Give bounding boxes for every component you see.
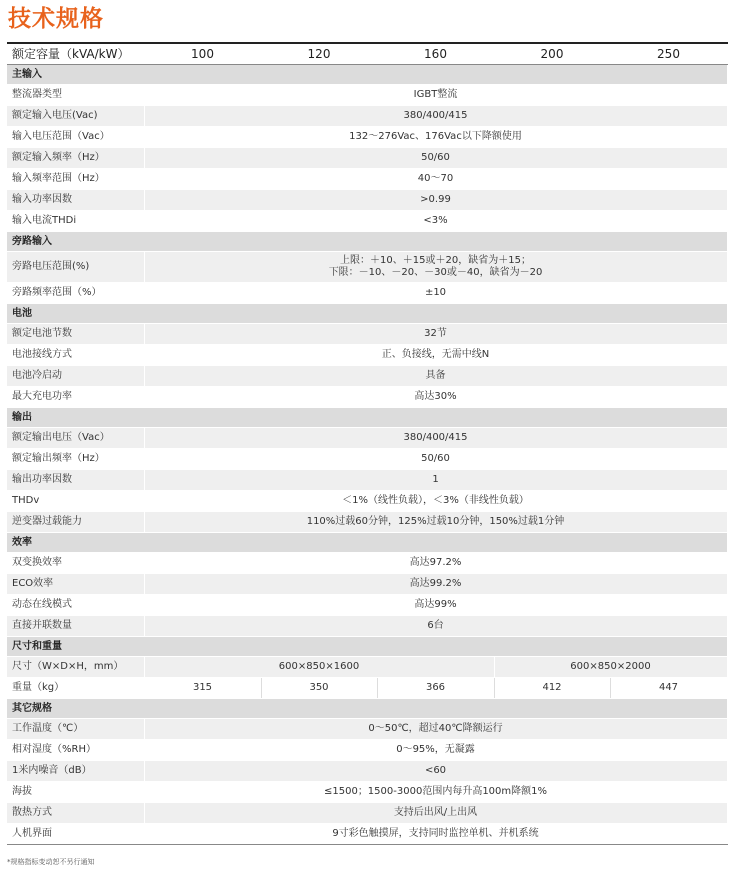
row-label: 1米内噪音（dB） bbox=[7, 761, 144, 782]
table-row bbox=[7, 595, 727, 616]
row-value: >0.99 bbox=[144, 190, 727, 211]
row-label: 重量（kg） bbox=[7, 678, 144, 699]
row-label: 旁路频率范围（%） bbox=[7, 283, 144, 304]
row-label: 输入电流THDi bbox=[7, 211, 144, 232]
row-label: 额定输出电压（Vac） bbox=[7, 428, 144, 449]
capacity-100: 100 bbox=[144, 43, 261, 65]
row-value: 1 bbox=[144, 470, 727, 491]
table-row bbox=[7, 106, 727, 127]
capacity-250: 250 bbox=[610, 43, 727, 65]
row-label: 输入功率因数 bbox=[7, 190, 144, 211]
table-row bbox=[7, 252, 727, 283]
row-value: 40～70 bbox=[144, 169, 727, 190]
row-value: <60 bbox=[144, 761, 727, 782]
table-row bbox=[7, 761, 727, 782]
row-value: ≤1500；1500-3000范围内每升高100m降额1% bbox=[144, 782, 727, 803]
row-label: 逆变器过载能力 bbox=[7, 512, 144, 533]
table-row bbox=[7, 127, 727, 148]
row-value: 9寸彩色触摸屏，支持同时监控单机、并机系统 bbox=[144, 824, 727, 845]
row-label: 旁路电压范围(%) bbox=[7, 252, 144, 283]
row-value: 50/60 bbox=[144, 449, 727, 470]
row-label: 输入电压范围（Vac） bbox=[7, 127, 144, 148]
table-row bbox=[7, 85, 727, 106]
row-value: 6台 bbox=[144, 616, 727, 637]
weight-100: 315 bbox=[144, 678, 261, 699]
row-label: 工作温度（℃） bbox=[7, 719, 144, 740]
table-row bbox=[7, 211, 727, 232]
section-dimensions: 尺寸和重量 bbox=[7, 637, 727, 657]
table-row bbox=[7, 491, 727, 512]
table-row bbox=[7, 657, 727, 678]
row-value: 50/60 bbox=[144, 148, 727, 169]
row-value: 正、负接线，无需中线N bbox=[144, 345, 727, 366]
size-value-b: 600×850×2000 bbox=[494, 657, 727, 678]
table-row bbox=[7, 740, 727, 761]
row-label: 整流器类型 bbox=[7, 85, 144, 106]
capacity-200: 200 bbox=[494, 43, 610, 65]
row-value: 32节 bbox=[144, 324, 727, 345]
section-efficiency: 效率 bbox=[7, 533, 727, 553]
table-row bbox=[7, 387, 727, 408]
row-value: ±10 bbox=[144, 283, 727, 304]
section-main-input: 主输入 bbox=[7, 65, 727, 85]
size-value-a: 600×850×1600 bbox=[144, 657, 494, 678]
table-row bbox=[7, 324, 727, 345]
row-value: 高达99.2% bbox=[144, 574, 727, 595]
table-row bbox=[7, 283, 727, 304]
row-label: 额定输入电压(Vac) bbox=[7, 106, 144, 127]
section-other: 其它规格 bbox=[7, 699, 727, 719]
capacity-label: 额定容量（kVA/kW） bbox=[7, 43, 144, 65]
row-label: 直接并联数量 bbox=[7, 616, 144, 637]
weight-160: 366 bbox=[377, 678, 494, 699]
section-battery: 电池 bbox=[7, 304, 727, 324]
table-row bbox=[7, 169, 727, 190]
table-row bbox=[7, 574, 727, 595]
row-label: 动态在线模式 bbox=[7, 595, 144, 616]
row-label: 电池接线方式 bbox=[7, 345, 144, 366]
row-label: 额定电池节数 bbox=[7, 324, 144, 345]
row-label: 最大充电功率 bbox=[7, 387, 144, 408]
row-label: 额定输出频率（Hz） bbox=[7, 449, 144, 470]
row-value: 0～95%，无凝露 bbox=[144, 740, 727, 761]
row-label: 电池冷启动 bbox=[7, 366, 144, 387]
row-label: 海拔 bbox=[7, 782, 144, 803]
footnote: *规格指标变动恕不另行通知 bbox=[7, 858, 95, 866]
row-value: IGBT整流 bbox=[144, 85, 727, 106]
capacity-160: 160 bbox=[377, 43, 494, 65]
table-row bbox=[7, 190, 727, 211]
capacity-header-row bbox=[7, 43, 727, 65]
table-row bbox=[7, 719, 727, 740]
table-row bbox=[7, 470, 727, 491]
row-value: 0～50℃，超过40℃降额运行 bbox=[144, 719, 727, 740]
capacity-120: 120 bbox=[261, 43, 377, 65]
section-output: 输出 bbox=[7, 408, 727, 428]
table-row bbox=[7, 345, 727, 366]
row-label: 尺寸（W×D×H，mm） bbox=[7, 657, 144, 678]
row-value: 380/400/415 bbox=[144, 106, 727, 127]
weight-200: 412 bbox=[494, 678, 610, 699]
row-value: 高达97.2% bbox=[144, 553, 727, 574]
row-value: 110%过载60分钟，125%过载10分钟，150%过载1分钟 bbox=[144, 512, 727, 533]
row-label: 相对湿度（%RH） bbox=[7, 740, 144, 761]
table-row bbox=[7, 512, 727, 533]
table-row bbox=[7, 553, 727, 574]
table-row bbox=[7, 148, 727, 169]
table-row bbox=[7, 428, 727, 449]
row-label: ECO效率 bbox=[7, 574, 144, 595]
row-value: 支持后出风/上出风 bbox=[144, 803, 727, 824]
row-value: 380/400/415 bbox=[144, 428, 727, 449]
table-row bbox=[7, 803, 727, 824]
table-row bbox=[7, 678, 727, 699]
row-label: 输出功率因数 bbox=[7, 470, 144, 491]
row-label: 额定输入频率（Hz） bbox=[7, 148, 144, 169]
table-row bbox=[7, 616, 727, 637]
row-label: 散热方式 bbox=[7, 803, 144, 824]
row-label: 双变换效率 bbox=[7, 553, 144, 574]
bypass-upper-limit: 上限：＋10、＋15或＋20，缺省为＋15； bbox=[340, 255, 531, 266]
table-row bbox=[7, 782, 727, 803]
spec-table bbox=[7, 42, 728, 845]
table-row bbox=[7, 449, 727, 470]
row-value: <3% bbox=[144, 211, 727, 232]
row-label: 输入频率范围（Hz） bbox=[7, 169, 144, 190]
row-value: 132～276Vac、176Vac以下降额使用 bbox=[144, 127, 727, 148]
row-value: 高达99% bbox=[144, 595, 727, 616]
page-title: 技术规格 bbox=[8, 6, 104, 32]
bypass-lower-limit: 下限：－10、－20、－30或－40，缺省为－20 bbox=[328, 267, 543, 278]
weight-250: 447 bbox=[610, 678, 727, 699]
row-label: 人机界面 bbox=[7, 824, 144, 845]
weight-120: 350 bbox=[261, 678, 377, 699]
row-value: 高达30% bbox=[144, 387, 727, 408]
table-row bbox=[7, 366, 727, 387]
table-row bbox=[7, 824, 727, 845]
row-value: 具备 bbox=[144, 366, 727, 387]
row-label: THDv bbox=[7, 491, 144, 512]
section-bypass: 旁路输入 bbox=[7, 232, 727, 252]
row-value: ＜1%（线性负载），＜3%（非线性负载） bbox=[144, 491, 727, 512]
row-value bbox=[144, 252, 727, 283]
